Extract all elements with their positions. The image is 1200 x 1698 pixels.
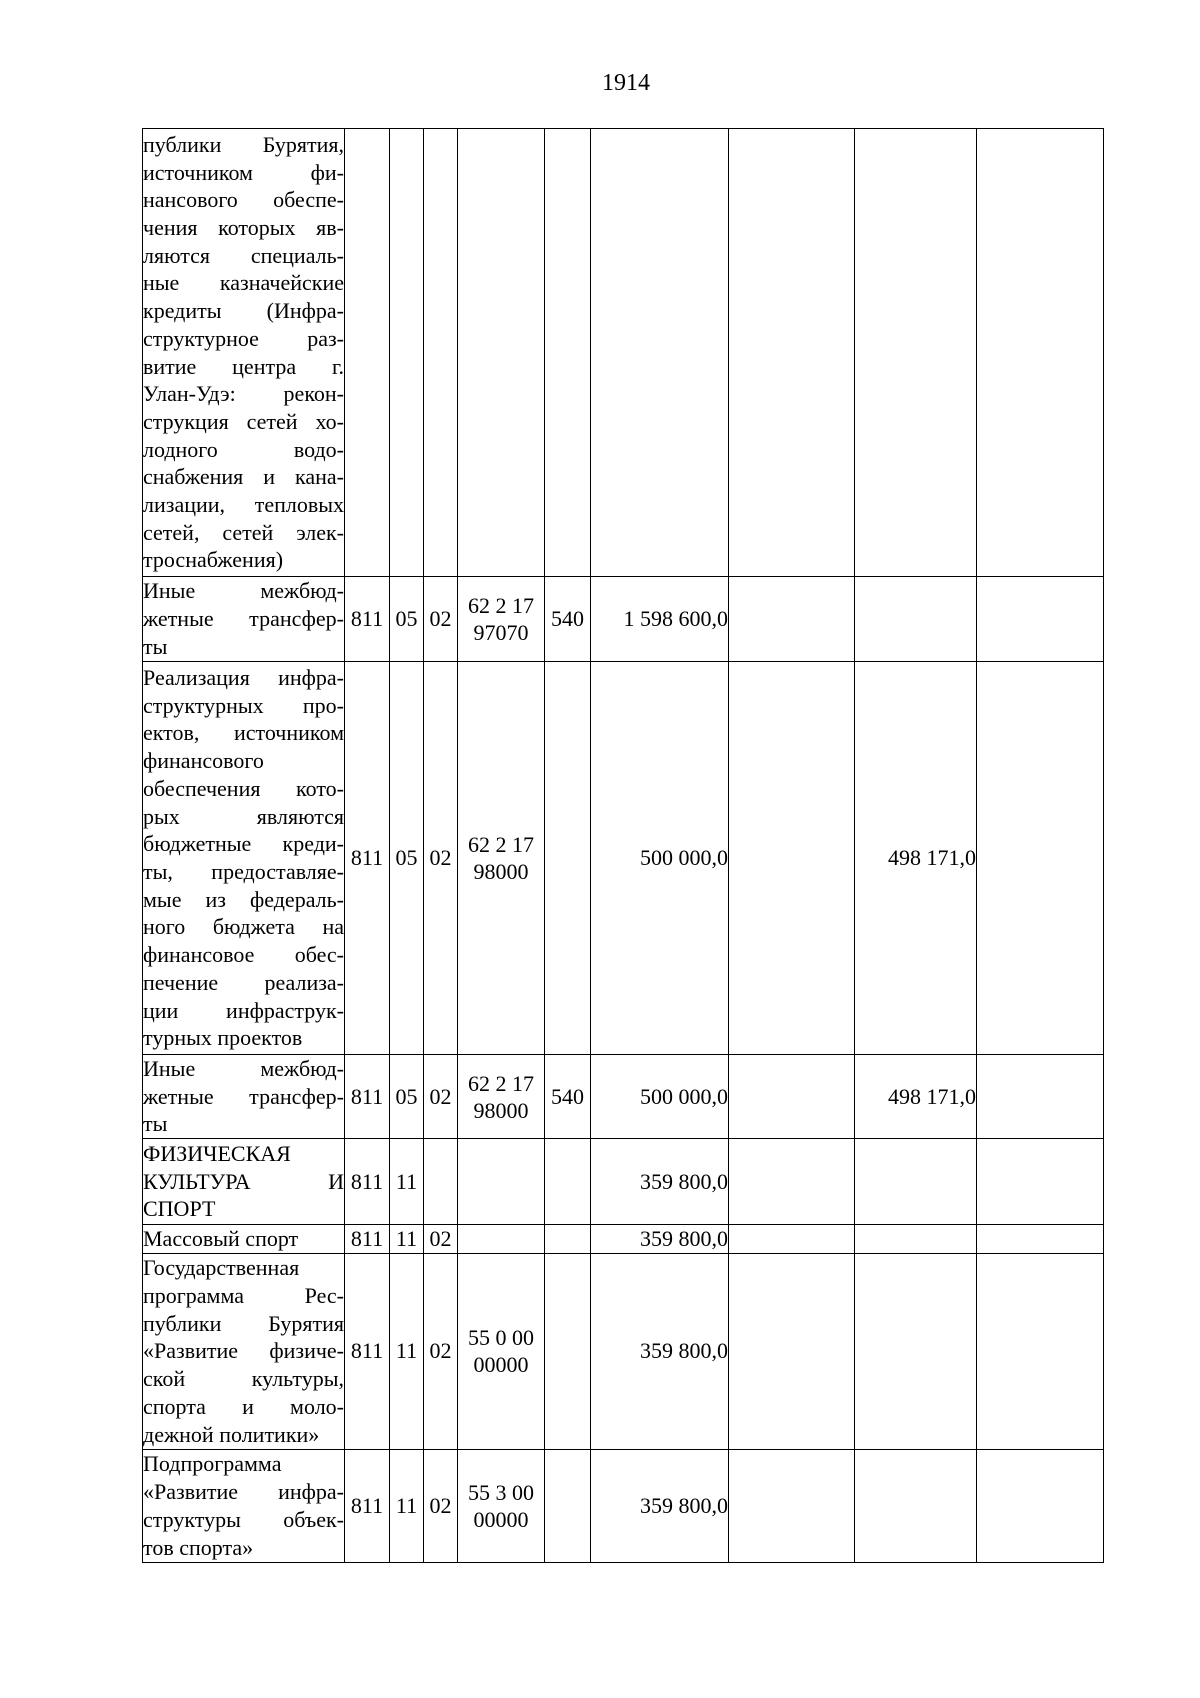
row-name-line: ного бюджета на	[143, 914, 344, 940]
rz-cell	[390, 129, 424, 577]
row-name-cell	[143, 577, 345, 662]
row-name-line: чения которых яв-	[143, 214, 344, 240]
pr-cell: 02	[424, 1253, 458, 1449]
amount-cell: 359 800,0	[591, 1139, 729, 1225]
expense-type-cell	[545, 1139, 591, 1225]
expense-type-cell: 540	[545, 577, 591, 662]
row-name-line: финансового	[143, 748, 264, 774]
rz-cell: 05	[390, 662, 424, 1055]
expense-type-cell	[545, 1225, 591, 1254]
target-article-cell	[458, 1225, 545, 1254]
row-name-line: Подпрограмма	[143, 1451, 282, 1477]
row-name-line: турных проектов	[143, 1025, 303, 1051]
amount-cell-4	[977, 662, 1104, 1055]
row-name-line: ской культуры,	[143, 1366, 344, 1392]
row-name-line: программа Рес-	[143, 1283, 344, 1309]
target-article-cell	[458, 1253, 545, 1449]
table-row	[143, 662, 1104, 1055]
table-body	[143, 129, 1104, 1563]
row-name-line: Государственная	[143, 1255, 300, 1281]
target-article-cell	[458, 1449, 545, 1562]
gr-cell: 811	[345, 1139, 390, 1225]
rz-cell: 05	[390, 577, 424, 662]
row-name-line: «Развитие физиче-	[143, 1338, 344, 1364]
row-name-line: бюджетные креди-	[143, 831, 344, 857]
page-number: 1914	[602, 70, 650, 96]
row-name-cell	[143, 1139, 345, 1225]
rz-cell: 05	[390, 1055, 424, 1139]
row-name-line: ты, предоставляе-	[143, 859, 344, 884]
row-name-line: витие центра г.	[143, 353, 344, 379]
amount-cell: 359 800,0	[591, 1449, 729, 1562]
row-name-cell	[143, 1055, 345, 1139]
row-name-line: «Развитие инфра-	[143, 1479, 344, 1505]
row-name-line: мые из федераль-	[143, 886, 344, 912]
amount-cell: 1 598 600,0	[591, 577, 729, 662]
amount-cell-3	[855, 1225, 977, 1254]
amount-cell-2	[729, 662, 855, 1055]
pr-cell: 02	[424, 1055, 458, 1139]
row-name-line: рых являются	[143, 803, 344, 829]
target-article-cell	[458, 577, 545, 662]
row-name-line: обеспечения кото-	[143, 775, 344, 801]
amount-cell-3: 498 171,0	[855, 662, 977, 1055]
row-name-cell	[143, 129, 345, 577]
row-name-cell	[143, 1253, 345, 1449]
gr-cell: 811	[345, 662, 390, 1055]
target-article-part: 62 2 17	[468, 832, 534, 857]
amount-cell-4	[977, 1139, 1104, 1225]
row-name-line: ты	[143, 1111, 168, 1137]
row-name-line: публики Бурятия,	[143, 131, 344, 157]
amount-cell-3	[855, 129, 977, 577]
amount-cell-4	[977, 129, 1104, 577]
amount-cell-2	[729, 129, 855, 577]
rz-cell: 11	[390, 1139, 424, 1225]
amount-cell-3	[855, 577, 977, 662]
row-name-line: кредиты (Инфра-	[143, 298, 344, 324]
amount-cell	[591, 129, 729, 577]
row-name-line: нансового обеспе-	[143, 187, 344, 213]
table-row	[143, 1253, 1104, 1449]
row-name-line: ектов, источником	[143, 720, 344, 746]
row-name-line: жетные трансфер-	[143, 606, 344, 632]
expense-type-cell	[545, 1449, 591, 1562]
row-name-line: публики Бурятия	[143, 1310, 344, 1336]
row-name-line: снабжения и кана-	[143, 464, 344, 490]
amount-cell-3: 498 171,0	[855, 1055, 977, 1139]
rz-cell: 11	[390, 1225, 424, 1254]
row-name-line: лодного водо-	[143, 436, 344, 462]
row-name-line: структурное раз-	[143, 325, 344, 351]
target-article-part: 55 0 00	[468, 1325, 534, 1351]
amount-cell-2	[729, 1055, 855, 1139]
row-name-line: ФИЗИЧЕСКАЯ	[143, 1141, 291, 1167]
pr-cell: 02	[424, 577, 458, 662]
amount-cell-4	[977, 1225, 1104, 1254]
budget-table	[142, 128, 1104, 1563]
row-name-line: источником фи-	[143, 159, 344, 185]
row-name-line: ные казначейские	[143, 270, 344, 296]
row-name-line: ции инфраструк-	[143, 997, 344, 1023]
row-name-line: ляются специаль-	[143, 242, 344, 268]
row-name-line: СПОРТ	[143, 1196, 216, 1222]
expense-type-cell	[545, 1253, 591, 1449]
table-row	[143, 1449, 1104, 1562]
row-name-line: структурных про-	[143, 692, 344, 718]
gr-cell: 811	[345, 1253, 390, 1449]
amount-cell-3	[855, 1139, 977, 1225]
row-name-line: троснабжения)	[143, 547, 284, 573]
table-row	[143, 1055, 1104, 1139]
row-name-cell	[143, 1449, 345, 1562]
amount-cell: 500 000,0	[591, 1055, 729, 1139]
pr-cell: 02	[424, 1225, 458, 1254]
row-name-line: Улан-Удэ: рекон-	[143, 381, 344, 407]
amount-cell-4	[977, 1253, 1104, 1449]
row-name-cell	[143, 662, 345, 1055]
amount-cell-2	[729, 1225, 855, 1254]
gr-cell: 811	[345, 577, 390, 662]
target-article-part: 97070	[473, 620, 529, 645]
expense-type-cell: 540	[545, 1055, 591, 1139]
rz-cell: 11	[390, 1253, 424, 1449]
table-row	[143, 129, 1104, 577]
target-article-cell	[458, 129, 545, 577]
amount-cell: 500 000,0	[591, 662, 729, 1055]
amount-cell-4	[977, 1449, 1104, 1562]
amount-cell-2	[729, 1253, 855, 1449]
row-name-line: Реализация инфра-	[143, 665, 344, 691]
gr-cell: 811	[345, 1225, 390, 1254]
row-name-line: тов спорта»	[143, 1534, 254, 1560]
row-name-line: печение реализа-	[143, 969, 344, 995]
amount-cell-2	[729, 1139, 855, 1225]
pr-cell: 02	[424, 662, 458, 1055]
row-name-line: дежной политики»	[143, 1421, 320, 1447]
target-article-part: 98000	[473, 859, 529, 884]
row-name-line: структуры объек-	[143, 1506, 344, 1532]
amount-cell-4	[977, 577, 1104, 662]
target-article-cell	[458, 1055, 545, 1139]
expense-type-cell	[545, 129, 591, 577]
pr-cell	[424, 1139, 458, 1225]
table-row	[143, 1139, 1104, 1225]
row-name-line: струкция сетей хо-	[143, 408, 344, 434]
rz-cell: 11	[390, 1449, 424, 1562]
target-article-part: 98000	[473, 1097, 529, 1123]
target-article-part: 00000	[473, 1506, 529, 1532]
row-name-line: жетные трансфер-	[143, 1083, 344, 1109]
target-article-part: 62 2 17	[468, 593, 534, 618]
amount-cell-3	[855, 1253, 977, 1449]
amount-cell: 359 800,0	[591, 1253, 729, 1449]
target-article-part: 00000	[473, 1352, 529, 1378]
row-name-line: Массовый спорт	[143, 1226, 299, 1252]
pr-cell	[424, 129, 458, 577]
row-name-line: финансовое обес-	[143, 942, 344, 968]
target-article-part: 62 2 17	[468, 1070, 534, 1096]
amount-cell-2	[729, 1449, 855, 1562]
target-article-cell	[458, 1139, 545, 1225]
row-name-line: КУЛЬТУРА И	[143, 1168, 344, 1194]
row-name-line: ты	[143, 633, 168, 659]
row-name-line: лизации, тепловых	[143, 492, 344, 518]
target-article-cell	[458, 662, 545, 1055]
pr-cell: 02	[424, 1449, 458, 1562]
table-row	[143, 1225, 1104, 1254]
gr-cell: 811	[345, 1055, 390, 1139]
amount-cell-4	[977, 1055, 1104, 1139]
table-row	[143, 577, 1104, 662]
row-name-line: спорта и моло-	[143, 1393, 344, 1419]
expense-type-cell	[545, 662, 591, 1055]
row-name-line: Иные межбюд-	[143, 1056, 344, 1081]
target-article-part: 55 3 00	[468, 1479, 534, 1505]
amount-cell-3	[855, 1449, 977, 1562]
row-name-line: Иные межбюд-	[143, 578, 344, 604]
amount-cell-2	[729, 577, 855, 662]
row-name-cell	[143, 1225, 345, 1254]
row-name-line: сетей, сетей элек-	[143, 519, 344, 545]
gr-cell	[345, 129, 390, 577]
gr-cell: 811	[345, 1449, 390, 1562]
amount-cell: 359 800,0	[591, 1225, 729, 1254]
